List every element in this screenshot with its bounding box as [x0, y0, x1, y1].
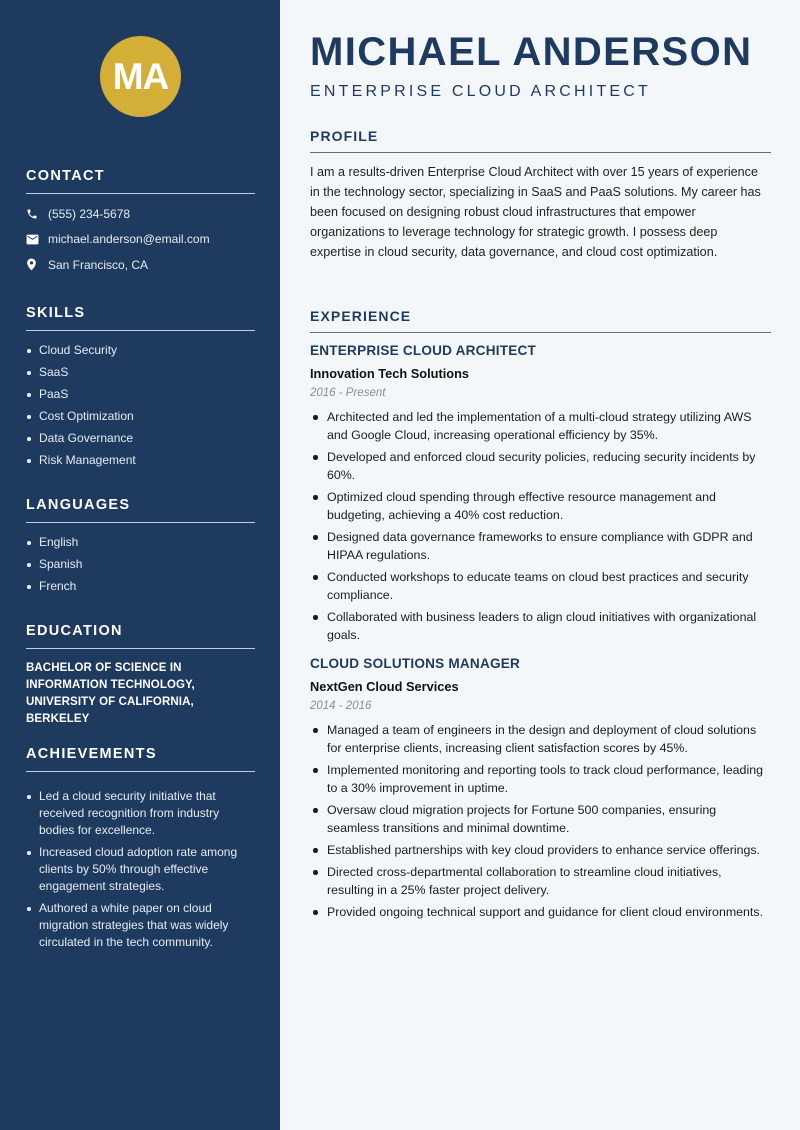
job-role: ENTERPRISE CLOUD ARCHITECT: [310, 343, 536, 358]
duty-item: Designed data governance frameworks to ensure compliance with GDPR and HIPAA regulations.: [310, 528, 771, 564]
job-duties: [310, 721, 771, 921]
skill-item: PaaS: [26, 383, 255, 405]
language-item: French: [26, 575, 255, 597]
job-dates: 2016 - Present: [310, 387, 386, 399]
contact-email: [26, 227, 255, 253]
job-role: CLOUD SOLUTIONS MANAGER: [310, 656, 521, 671]
duty-item: Provided ongoing technical support and guidance for client cloud environments.: [310, 903, 771, 921]
contact-location: [26, 252, 255, 278]
avatar-initials: MA: [112, 55, 169, 97]
section-heading: EXPERIENCE: [310, 308, 771, 333]
section-heading: SKILLS: [26, 305, 255, 331]
section-heading: CONTACT: [26, 168, 255, 194]
section-heading: PROFILE: [310, 128, 771, 153]
email-icon: [26, 234, 48, 245]
achievements-list: [26, 788, 255, 951]
skill-item: Cloud Security: [26, 339, 255, 361]
job-company: Innovation Tech Solutions: [310, 366, 470, 381]
skills-list: [26, 339, 255, 471]
job-dates: 2014 - 2016: [310, 700, 372, 712]
duty-item: Directed cross-departmental collaboration to streamline cloud initiatives, resulting in a 25% faster project delivery.: [310, 863, 771, 899]
experience-section: [310, 308, 771, 925]
profile-text: I am a results-driven Enterprise Cloud Architect with over 15 years of experience in the technology sector, specializing in SaaS and PaaS solutions. My career has been focused on designing robust cloud infrastructures that empower organizations to leverage technology for strategic growth. I possess deep expertise in cloud security, data governance, and cloud cost optimization.: [310, 165, 761, 259]
language-item: Spanish: [26, 553, 255, 575]
skill-item: SaaS: [26, 361, 255, 383]
job-company: NextGen Cloud Services: [310, 679, 459, 694]
section-heading: EDUCATION: [26, 623, 255, 649]
phone-icon: [26, 208, 48, 220]
job-entry: [310, 656, 771, 921]
achievement-item: Authored a white paper on cloud migration strategies that was widely circulated in the tech community.: [26, 900, 255, 951]
duty-item: Developed and enforced cloud security policies, reducing security incidents by 60%.: [310, 448, 771, 484]
profile-section: [310, 128, 771, 262]
achievements-section: [26, 746, 255, 956]
candidate-name: MICHAEL ANDERSON: [310, 30, 753, 74]
job-entry: [310, 343, 771, 644]
duty-item: Managed a team of engineers in the design and deployment of cloud solutions for enterprise clients, increasing client satisfaction scores by 45%.: [310, 721, 771, 757]
candidate-title: ENTERPRISE CLOUD ARCHITECT: [310, 83, 652, 100]
skill-item: Risk Management: [26, 449, 255, 471]
section-heading: ACHIEVEMENTS: [26, 746, 255, 772]
skills-section: [26, 305, 255, 471]
achievement-item: Led a cloud security initiative that received recognition from industry bodies for excellence.: [26, 788, 255, 839]
duty-item: Collaborated with business leaders to align cloud initiatives with organizational goals.: [310, 608, 771, 644]
location-pin-icon: [26, 258, 48, 271]
duty-item: Established partnerships with key cloud providers to enhance service offerings.: [310, 841, 771, 859]
duty-item: Conducted workshops to educate teams on cloud best practices and security compliance.: [310, 568, 771, 604]
education-section: [26, 623, 255, 728]
duty-item: Optimized cloud spending through effective resource management and budgeting, achieving a 40% cost reduction.: [310, 488, 771, 524]
contact-text: (555) 234-5678: [48, 206, 131, 221]
contact-text: michael.anderson@email.com: [48, 232, 210, 247]
contact-section: [26, 168, 255, 278]
languages-section: [26, 497, 255, 597]
skill-item: Cost Optimization: [26, 405, 255, 427]
avatar: [100, 36, 181, 117]
job-duties: [310, 408, 771, 644]
sidebar: [0, 0, 280, 1130]
achievement-item: Increased cloud adoption rate among clients by 50% through effective engagement strategies.: [26, 844, 255, 895]
education-degree: BACHELOR OF SCIENCE IN INFORMATION TECHNOLOGY, UNIVERSITY OF CALIFORNIA, BERKELEY: [26, 662, 195, 725]
contact-phone: [26, 201, 255, 227]
section-heading: LANGUAGES: [26, 497, 255, 523]
languages-list: [26, 531, 255, 597]
duty-item: Implemented monitoring and reporting tools to track cloud performance, leading to a 30% improvement in uptime.: [310, 761, 771, 797]
language-item: English: [26, 531, 255, 553]
contact-text: San Francisco, CA: [48, 257, 149, 272]
skill-item: Data Governance: [26, 427, 255, 449]
duty-item: Architected and led the implementation of a multi-cloud strategy utilizing AWS and Google Cloud, increasing operational efficiency by 35%.: [310, 408, 771, 444]
duty-item: Oversaw cloud migration projects for Fortune 500 companies, ensuring seamless transitions and minimal downtime.: [310, 801, 771, 837]
